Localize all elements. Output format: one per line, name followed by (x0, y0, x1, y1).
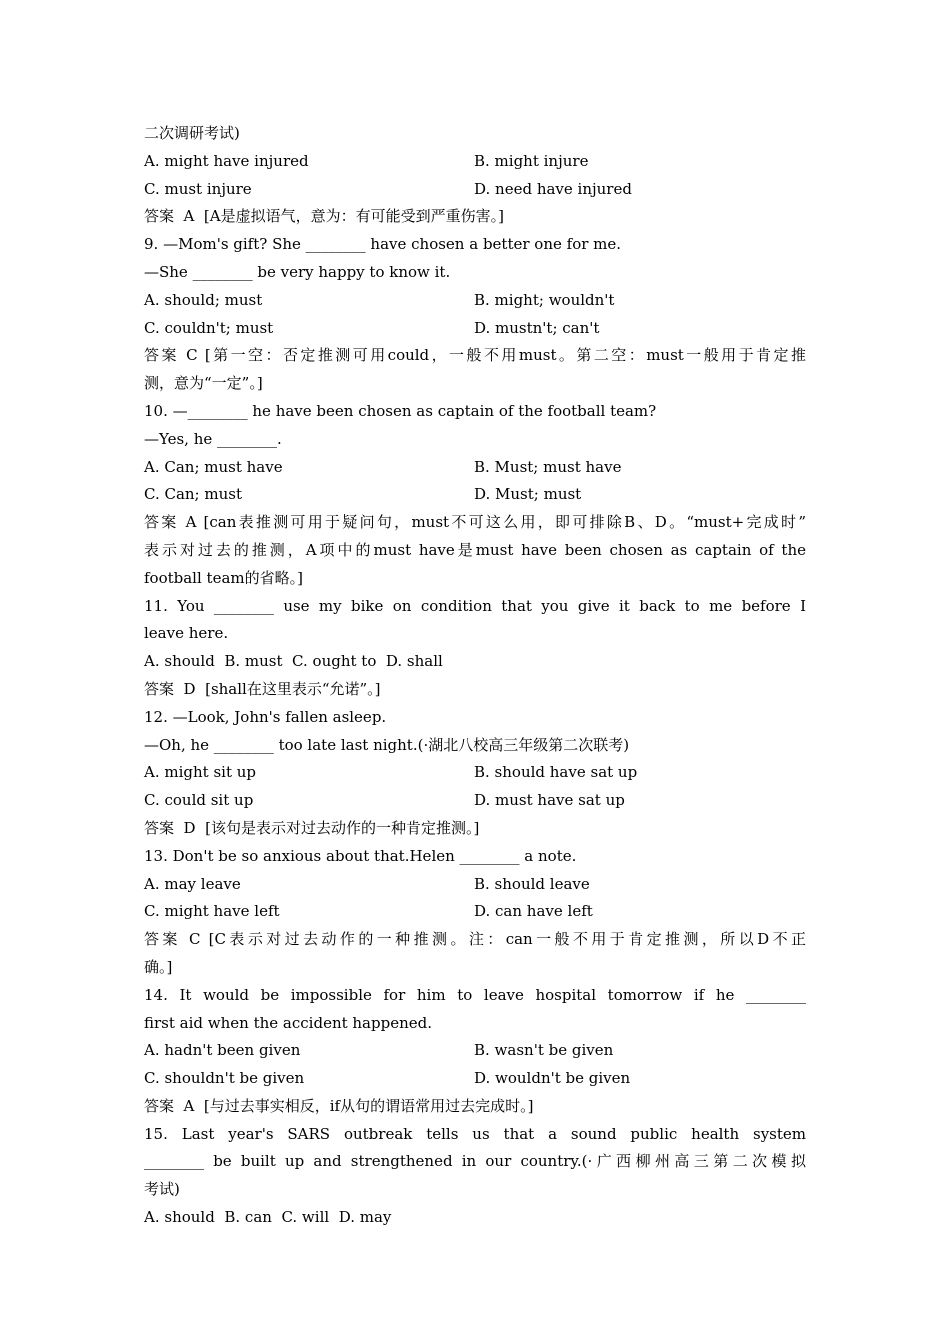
text-line: 考试) (144, 1180, 180, 1199)
option-right: D. mustn't; can't (474, 318, 600, 337)
text-line: football team的省略。] (144, 568, 303, 587)
options-row (144, 1037, 806, 1065)
options-row (144, 148, 806, 176)
text-line: 答案 A [A是虚拟语气，意为：有可能受到严重伤害。] (144, 207, 504, 226)
text-line: 11. You ________ use my bike on condition that you give it back to me before I (144, 596, 806, 615)
option-left: A. might have injured (144, 151, 309, 170)
text-line: 测，意为“一定”。] (144, 374, 263, 393)
option-right: D. can have left (474, 902, 593, 921)
option-left: A. should; must (144, 290, 263, 309)
option-right: B. Must; must have (474, 457, 622, 476)
text-line: —Yes, he ________. (144, 429, 282, 448)
options-row (144, 481, 806, 509)
text-line: leave here. (144, 624, 229, 643)
option-left: C. Can; must (144, 485, 242, 504)
options-row (144, 315, 806, 343)
text-line: 答案 D [该句是表示对过去动作的一种肯定推测。] (144, 818, 480, 837)
options-row (144, 871, 806, 899)
options-row (144, 176, 806, 204)
text-line: 表示对过去的推测，A项中的must have是must have been chosen as captain of the (144, 540, 806, 559)
option-right: B. should have sat up (474, 763, 638, 782)
text-line: —She ________ be very happy to know it. (144, 262, 451, 281)
text-line: 二次调研考试) (144, 124, 240, 142)
option-right: D. need have injured (474, 179, 632, 198)
document-page (144, 120, 806, 1232)
options-row (144, 454, 806, 482)
text-line: 答案 A [与过去事实相反，if从句的谓语常用过去完成时。] (144, 1096, 534, 1115)
text-line: 确。] (144, 957, 173, 976)
options-row (144, 287, 806, 315)
text-line: —Oh, he ________ too late last night.(·湖北八校高三年级第二次联考) (144, 735, 630, 754)
option-left: C. shouldn't be given (144, 1069, 305, 1088)
text-line: 答案 C [C表示对过去动作的一种推测。注：can一般不用于肯定推测，所以D不正 (144, 930, 806, 949)
option-left: A. may leave (144, 874, 241, 893)
options-row (144, 759, 806, 787)
options-row (144, 898, 806, 926)
option-right: D. wouldn't be given (474, 1069, 631, 1088)
option-left: C. could sit up (144, 791, 254, 810)
text-line: 9. —Mom's gift? She ________ have chosen a better one for me. (144, 235, 622, 254)
option-left: C. must injure (144, 179, 252, 198)
options-row (144, 787, 806, 815)
text-line: 13. Don't be so anxious about that.Helen ________ a note. (144, 846, 577, 865)
options-row (144, 1065, 806, 1093)
option-left: A. Can; must have (144, 457, 283, 476)
text-line: ________ be built up and strengthened in our country.(·广西柳州高三第二次模拟 (144, 1152, 806, 1171)
text-line: A. should B. must C. ought to D. shall (144, 652, 443, 671)
option-left: A. hadn't been given (144, 1041, 301, 1060)
option-right: B. should leave (474, 874, 590, 893)
text-line: 12. —Look, John's fallen asleep. (144, 707, 387, 726)
option-left: C. couldn't; must (144, 318, 274, 337)
option-right: B. might; wouldn't (474, 290, 615, 309)
option-right: B. wasn't be given (474, 1041, 614, 1060)
text-line: 答案 D [shall在这里表示“允诺”。] (144, 679, 381, 698)
text-line: 答案 C [第一空：否定推测可用could，一般不用must。第二空：must一般用于肯定推 (144, 346, 806, 365)
text-line: A. should B. can C. will D. may (144, 1208, 392, 1227)
text-line: first aid when the accident happened. (144, 1013, 432, 1032)
option-right: D. Must; must (474, 485, 582, 504)
option-left: C. might have left (144, 902, 280, 921)
option-right: D. must have sat up (474, 791, 625, 810)
option-left: A. might sit up (144, 763, 257, 782)
text-line: 答案 A [can表推测可用于疑问句，must不可这么用，即可排除B、D。“must+完成时” (144, 513, 806, 532)
text-line: 14. It would be impossible for him to leave hospital tomorrow if he ________ (144, 985, 806, 1004)
option-right: B. might injure (474, 151, 589, 170)
text-line: 10. —________ he have been chosen as captain of the football team? (144, 401, 657, 420)
text-line: 15. Last year's SARS outbreak tells us that a sound public health system (144, 1124, 806, 1143)
